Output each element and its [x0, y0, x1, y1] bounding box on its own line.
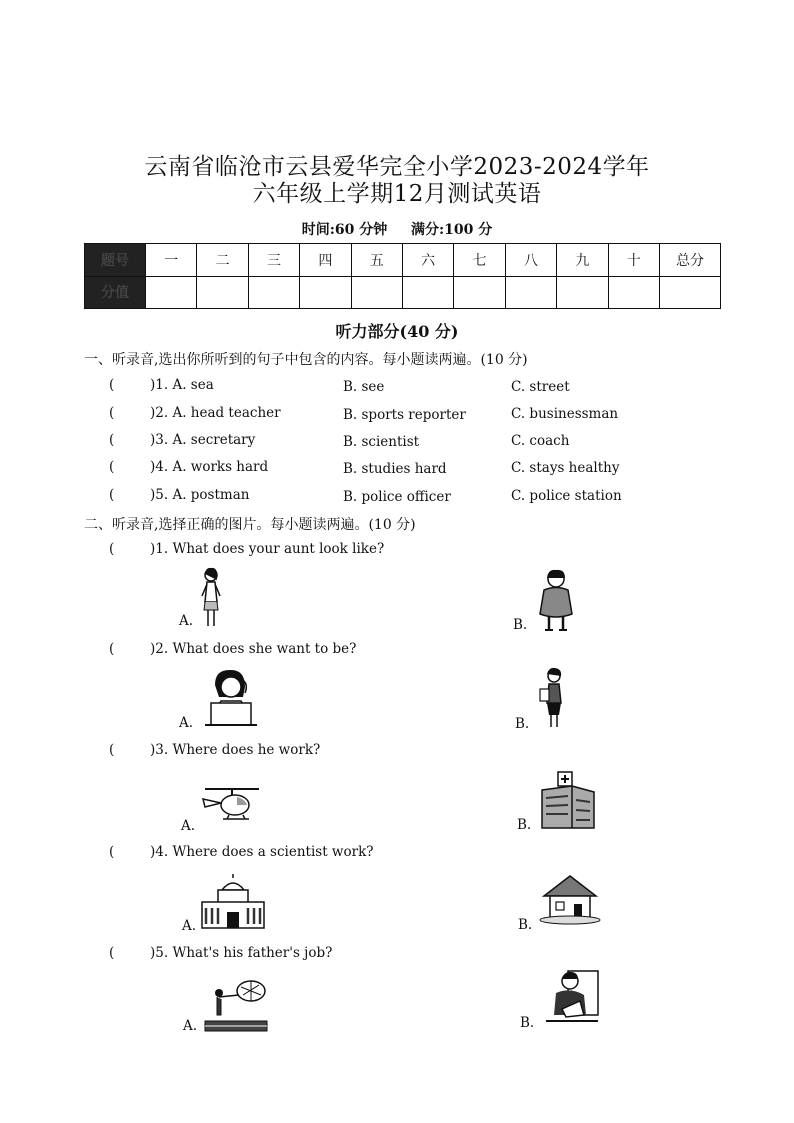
p2-q3-label-a: A.	[181, 818, 196, 834]
answer-paren[interactable]: (	[109, 844, 115, 860]
score-table-row-label: 分值	[85, 276, 146, 309]
answer-paren[interactable]: (	[109, 459, 115, 475]
p2-q4-label-b: B.	[518, 917, 533, 933]
businessman-at-laptop-icon[interactable]	[540, 965, 602, 1027]
exam-title-line1: 云南省临沧市云县爱华完全小学2023-2024学年	[144, 154, 650, 180]
score-table-col: 一	[146, 244, 197, 277]
p2-q5-question: )5. What's his father's job?	[150, 945, 333, 961]
q3-option-a: )3. A. secretary	[150, 432, 256, 448]
q5-option-a: )5. A. postman	[150, 487, 250, 503]
reporter-woman-icon[interactable]	[537, 667, 571, 731]
exam-title-line2: 六年级上学期12月测试英语	[252, 181, 542, 207]
answer-paren[interactable]: (	[109, 405, 115, 421]
heavy-woman-icon[interactable]	[534, 568, 578, 634]
score-cell[interactable]	[402, 276, 453, 309]
answer-paren[interactable]: (	[109, 432, 115, 448]
p2-q3-label-b: B.	[517, 817, 532, 833]
answer-paren[interactable]: (	[109, 487, 115, 503]
score-table-row-label: 题号	[85, 244, 146, 277]
answer-paren[interactable]: (	[109, 377, 115, 393]
q4-option-a: )4. A. works hard	[150, 459, 269, 475]
p2-q5-label-a: A.	[183, 1018, 198, 1034]
score-cell[interactable]	[660, 276, 721, 309]
answer-paren[interactable]: (	[109, 742, 115, 758]
p2-q2-question: )2. What does she want to be?	[150, 641, 357, 657]
score-table-col: 二	[197, 244, 248, 277]
p2-q3-question: )3. Where does he work?	[150, 742, 321, 758]
q5-option-b: B. police officer	[343, 489, 451, 505]
q2-option-c: C. businessman	[511, 406, 619, 422]
exam-meta	[0, 219, 794, 239]
p2-q2-label-b: B.	[515, 716, 530, 732]
p2-q4-question: )4. Where does a scientist work?	[150, 844, 374, 860]
score-cell[interactable]	[557, 276, 608, 309]
fisherman-icon[interactable]	[203, 977, 269, 1035]
score-table-col: 六	[402, 244, 453, 277]
q3-option-c: C. coach	[511, 433, 570, 449]
score-cell[interactable]	[454, 276, 505, 309]
score-table-col: 四	[300, 244, 351, 277]
score-table-col: 五	[351, 244, 402, 277]
score-table	[84, 243, 721, 309]
hospital-building-icon[interactable]	[538, 770, 598, 830]
q4-option-b: B. studies hard	[343, 461, 447, 477]
q2-option-a: )2. A. head teacher	[150, 405, 281, 421]
p2-q1-question: )1. What does your aunt look like?	[150, 541, 385, 557]
p2-q2-label-a: A.	[179, 715, 194, 731]
exam-time: 时间:60 分钟	[301, 222, 388, 238]
answer-paren[interactable]: (	[109, 541, 115, 557]
score-table-col-total: 总分	[660, 244, 721, 277]
score-table-col: 八	[505, 244, 556, 277]
score-cell[interactable]	[248, 276, 299, 309]
secretary-at-computer-icon[interactable]	[201, 667, 263, 729]
q1-option-c: C. street	[511, 379, 570, 395]
score-table-col: 九	[557, 244, 608, 277]
q3-option-b: B. scientist	[343, 434, 420, 450]
q2-option-b: B. sports reporter	[343, 407, 466, 423]
q4-option-c: C. stays healthy	[511, 460, 620, 476]
score-cell[interactable]	[608, 276, 659, 309]
helicopter-icon[interactable]	[199, 783, 265, 825]
score-cell[interactable]	[300, 276, 351, 309]
p2-q1-label-b: B.	[513, 617, 528, 633]
answer-paren[interactable]: (	[109, 641, 115, 657]
score-table-col: 十	[608, 244, 659, 277]
p2-q4-label-a: A.	[182, 918, 197, 934]
score-cell[interactable]	[351, 276, 402, 309]
q1-option-a: )1. A. sea	[150, 377, 214, 393]
house-icon[interactable]	[540, 872, 602, 924]
q5-option-c: C. police station	[511, 488, 622, 504]
part1-heading: 一、听录音,选出你所听到的句子中包含的内容。每小题读两遍。(10 分)	[84, 352, 528, 368]
score-table-col: 三	[248, 244, 299, 277]
score-table-col: 七	[454, 244, 505, 277]
answer-paren[interactable]: (	[109, 945, 115, 961]
p2-q1-label-a: A.	[179, 613, 194, 629]
part2-heading: 二、听录音,选择正确的图片。每小题读两遍。(10 分)	[84, 517, 416, 533]
listening-section-title: 听力部分(40 分)	[335, 322, 459, 341]
university-building-icon[interactable]	[200, 874, 266, 930]
slim-woman-icon[interactable]	[196, 566, 226, 630]
score-cell[interactable]	[146, 276, 197, 309]
exam-full-score: 满分:100 分	[411, 222, 493, 238]
q1-option-b: B. see	[343, 379, 385, 395]
score-cell[interactable]	[505, 276, 556, 309]
p2-q5-label-b: B.	[520, 1015, 535, 1031]
score-cell[interactable]	[197, 276, 248, 309]
